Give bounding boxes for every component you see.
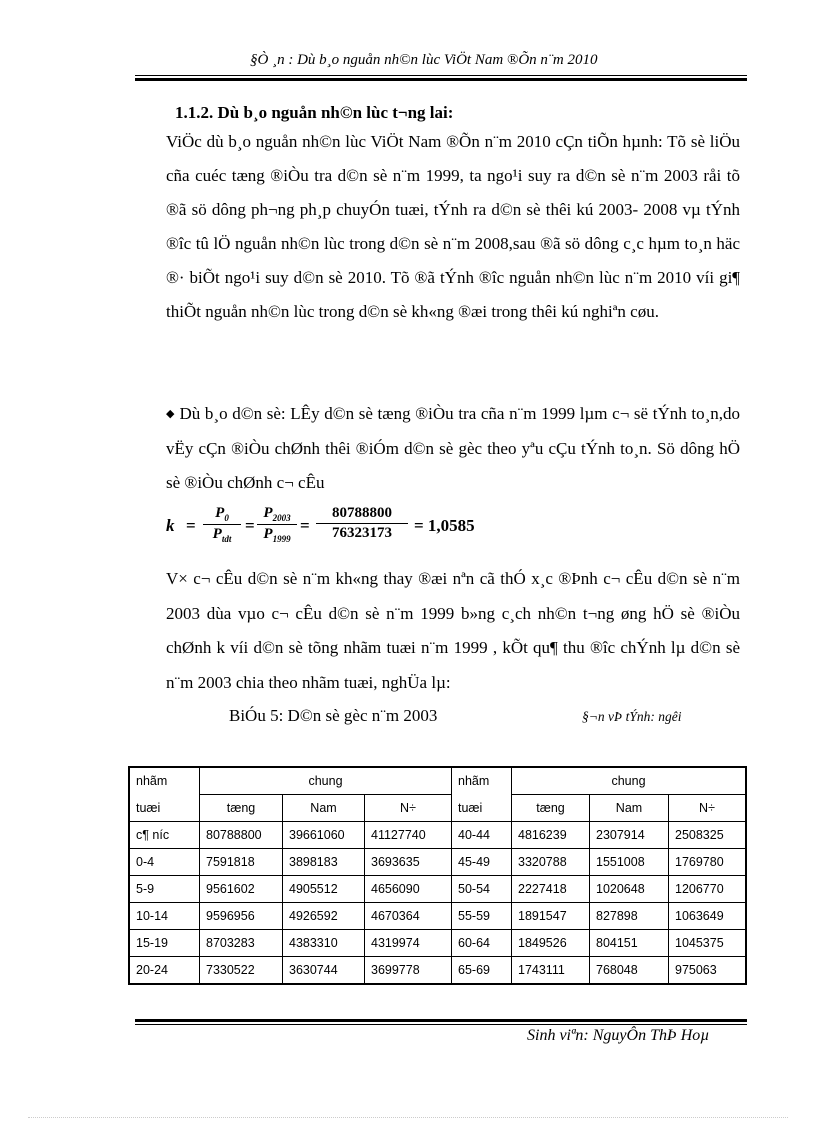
table-row: 10-14 9596956 4926592 4670364 55-59 1891547 827898 1063649: [130, 903, 746, 930]
population-forecast-paragraph: [166, 397, 740, 501]
table-row: c¶ níc 80788800 39661060 41127740 40-44 4816239 2307914 2508325: [130, 822, 746, 849]
structure-paragraph: [166, 562, 740, 700]
formula-lhs: k: [166, 516, 175, 535]
formula-result: = 1,0585: [414, 516, 475, 535]
footer-rule-thin: [135, 1024, 747, 1025]
col-male-1: Nam: [283, 795, 365, 822]
group-header-2b: tuæi: [452, 795, 512, 822]
header-rule-thin: [135, 75, 747, 76]
formula-eq-1: =: [186, 516, 196, 535]
formula-eq-3: =: [300, 516, 310, 535]
col-total-2: tæng: [512, 795, 590, 822]
page-edge-divider: [28, 1117, 788, 1118]
group-header-1b: tuæi: [130, 795, 200, 822]
chung-header-2: chung: [512, 768, 746, 795]
col-male-2: Nam: [590, 795, 669, 822]
table-header-row-2: [130, 795, 746, 822]
col-total-1: tæng: [200, 795, 283, 822]
population-forecast-text: Dù b¸o d©n sè: LÊy d©n sè tæng ®iÒu tra cña n¨m 1999 lµm c¬ së tÝnh to¸n,do vËy cÇn ®iÒu chØnh thêi ®iÓm d©n sè gèc theo yªu cÇu tÝnh to¸n. Sö dông hÖ sè ®iÒu chØnh c¬ cÊu: [166, 404, 740, 492]
formula-fraction-3: $\frac{80788800}{76323173}$: [316, 505, 408, 542]
header-rule-thick: [135, 78, 747, 81]
col-female-2: N÷: [669, 795, 746, 822]
page-header-title: §Ò ¸n : Dù b¸o nguån nh©n lùc ViÖt Nam ®Õn n¨m 2010: [250, 52, 598, 68]
formula-eq-2: =: [245, 516, 255, 535]
diamond-bullet-icon: ◆: [166, 408, 175, 420]
population-table: [129, 767, 746, 984]
intro-paragraph: [166, 125, 740, 329]
formula-fraction-2: $\frac{P_{2003}}{P_{1999}}$: [257, 505, 297, 544]
col-female-1: N÷: [365, 795, 452, 822]
table-header-row-1: [130, 768, 746, 795]
group-header-1: nhãm: [130, 768, 200, 795]
formula-fraction-1: $P_0$ $P_{tdt}$: [203, 505, 241, 544]
footer-author: Sinh viªn: NguyÔn ThÞ Hoµ: [527, 1027, 710, 1044]
structure-paragraph-text: V× c¬ cÊu d©n sè n¨m kh«ng thay ®æi nªn cã thÓ x¸c ®Þnh c¬ cÊu d©n sè n¨m 2003 dùa vµo c¬ cÊu d©n sè n¨m 1999 b»ng c¸ch nh©n t¬ng øng hÖ sè ®iÒu chØnh k víi d©n sè tõng nhãm tuæi n¨m 1999 , kÕt qu¶ thu ®îc chÝnh lµ d©n sè n¨m 2003 chia theo nhãm tuæi, nghÜa lµ:: [166, 569, 740, 692]
table-row: 15-19 8703283 4383310 4319974 60-64 1849526 804151 1045375: [130, 930, 746, 957]
section-heading: 1.1.2. Dù b¸o nguån nh©n lùc t¬ng lai:: [175, 103, 454, 122]
footer-rule-thick: [135, 1019, 747, 1022]
table-row: 0-4 7591818 3898183 3693635 45-49 3320788 1551008 1769780: [130, 849, 746, 876]
table-caption: BiÓu 5: D©n sè gèc n¨m 2003: [229, 706, 438, 725]
table-row: 5-9 9561602 4905512 4656090 50-54 2227418 1020648 1206770: [130, 876, 746, 903]
table-row: 20-24 7330522 3630744 3699778 65-69 1743111 768048 975063: [130, 957, 746, 984]
intro-paragraph-text: ViÖc dù b¸o nguån nh©n lùc ViÖt Nam ®Õn n¨m 2010 cÇn tiÕn hµnh: Tõ sè liÖu cña cuéc tæng ®iÒu tra d©n sè n¨m 1999, ta ngo¹i suy ra d©n sè n¨m 2003 råi tõ ®ã sö dông ph¬ng ph¸p chuyÓn tuæi, tÝnh ra d©n sè thêi kú 2003- 2008 vµ tÝnh ®îc tû lÖ nguån nh©n lùc trong d©n sè n¨m 2008,sau ®ã sö dông c¸c hµm to¸n häc ®· biÕt ngo¹i suy d©n sè 2010. Tõ ®ã tÝnh ®îc nguån nh©n lùc n¨m 2010 víi gi¶ thiÕt nguån nh©n lùc trong d©n sè kh«ng ®æi trong thêi kú nghiªn cøu.: [166, 132, 740, 321]
group-header-2: nhãm: [452, 768, 512, 795]
chung-header-1: chung: [200, 768, 452, 795]
table-unit-note: §¬n vÞ tÝnh: ngêi: [582, 709, 682, 724]
